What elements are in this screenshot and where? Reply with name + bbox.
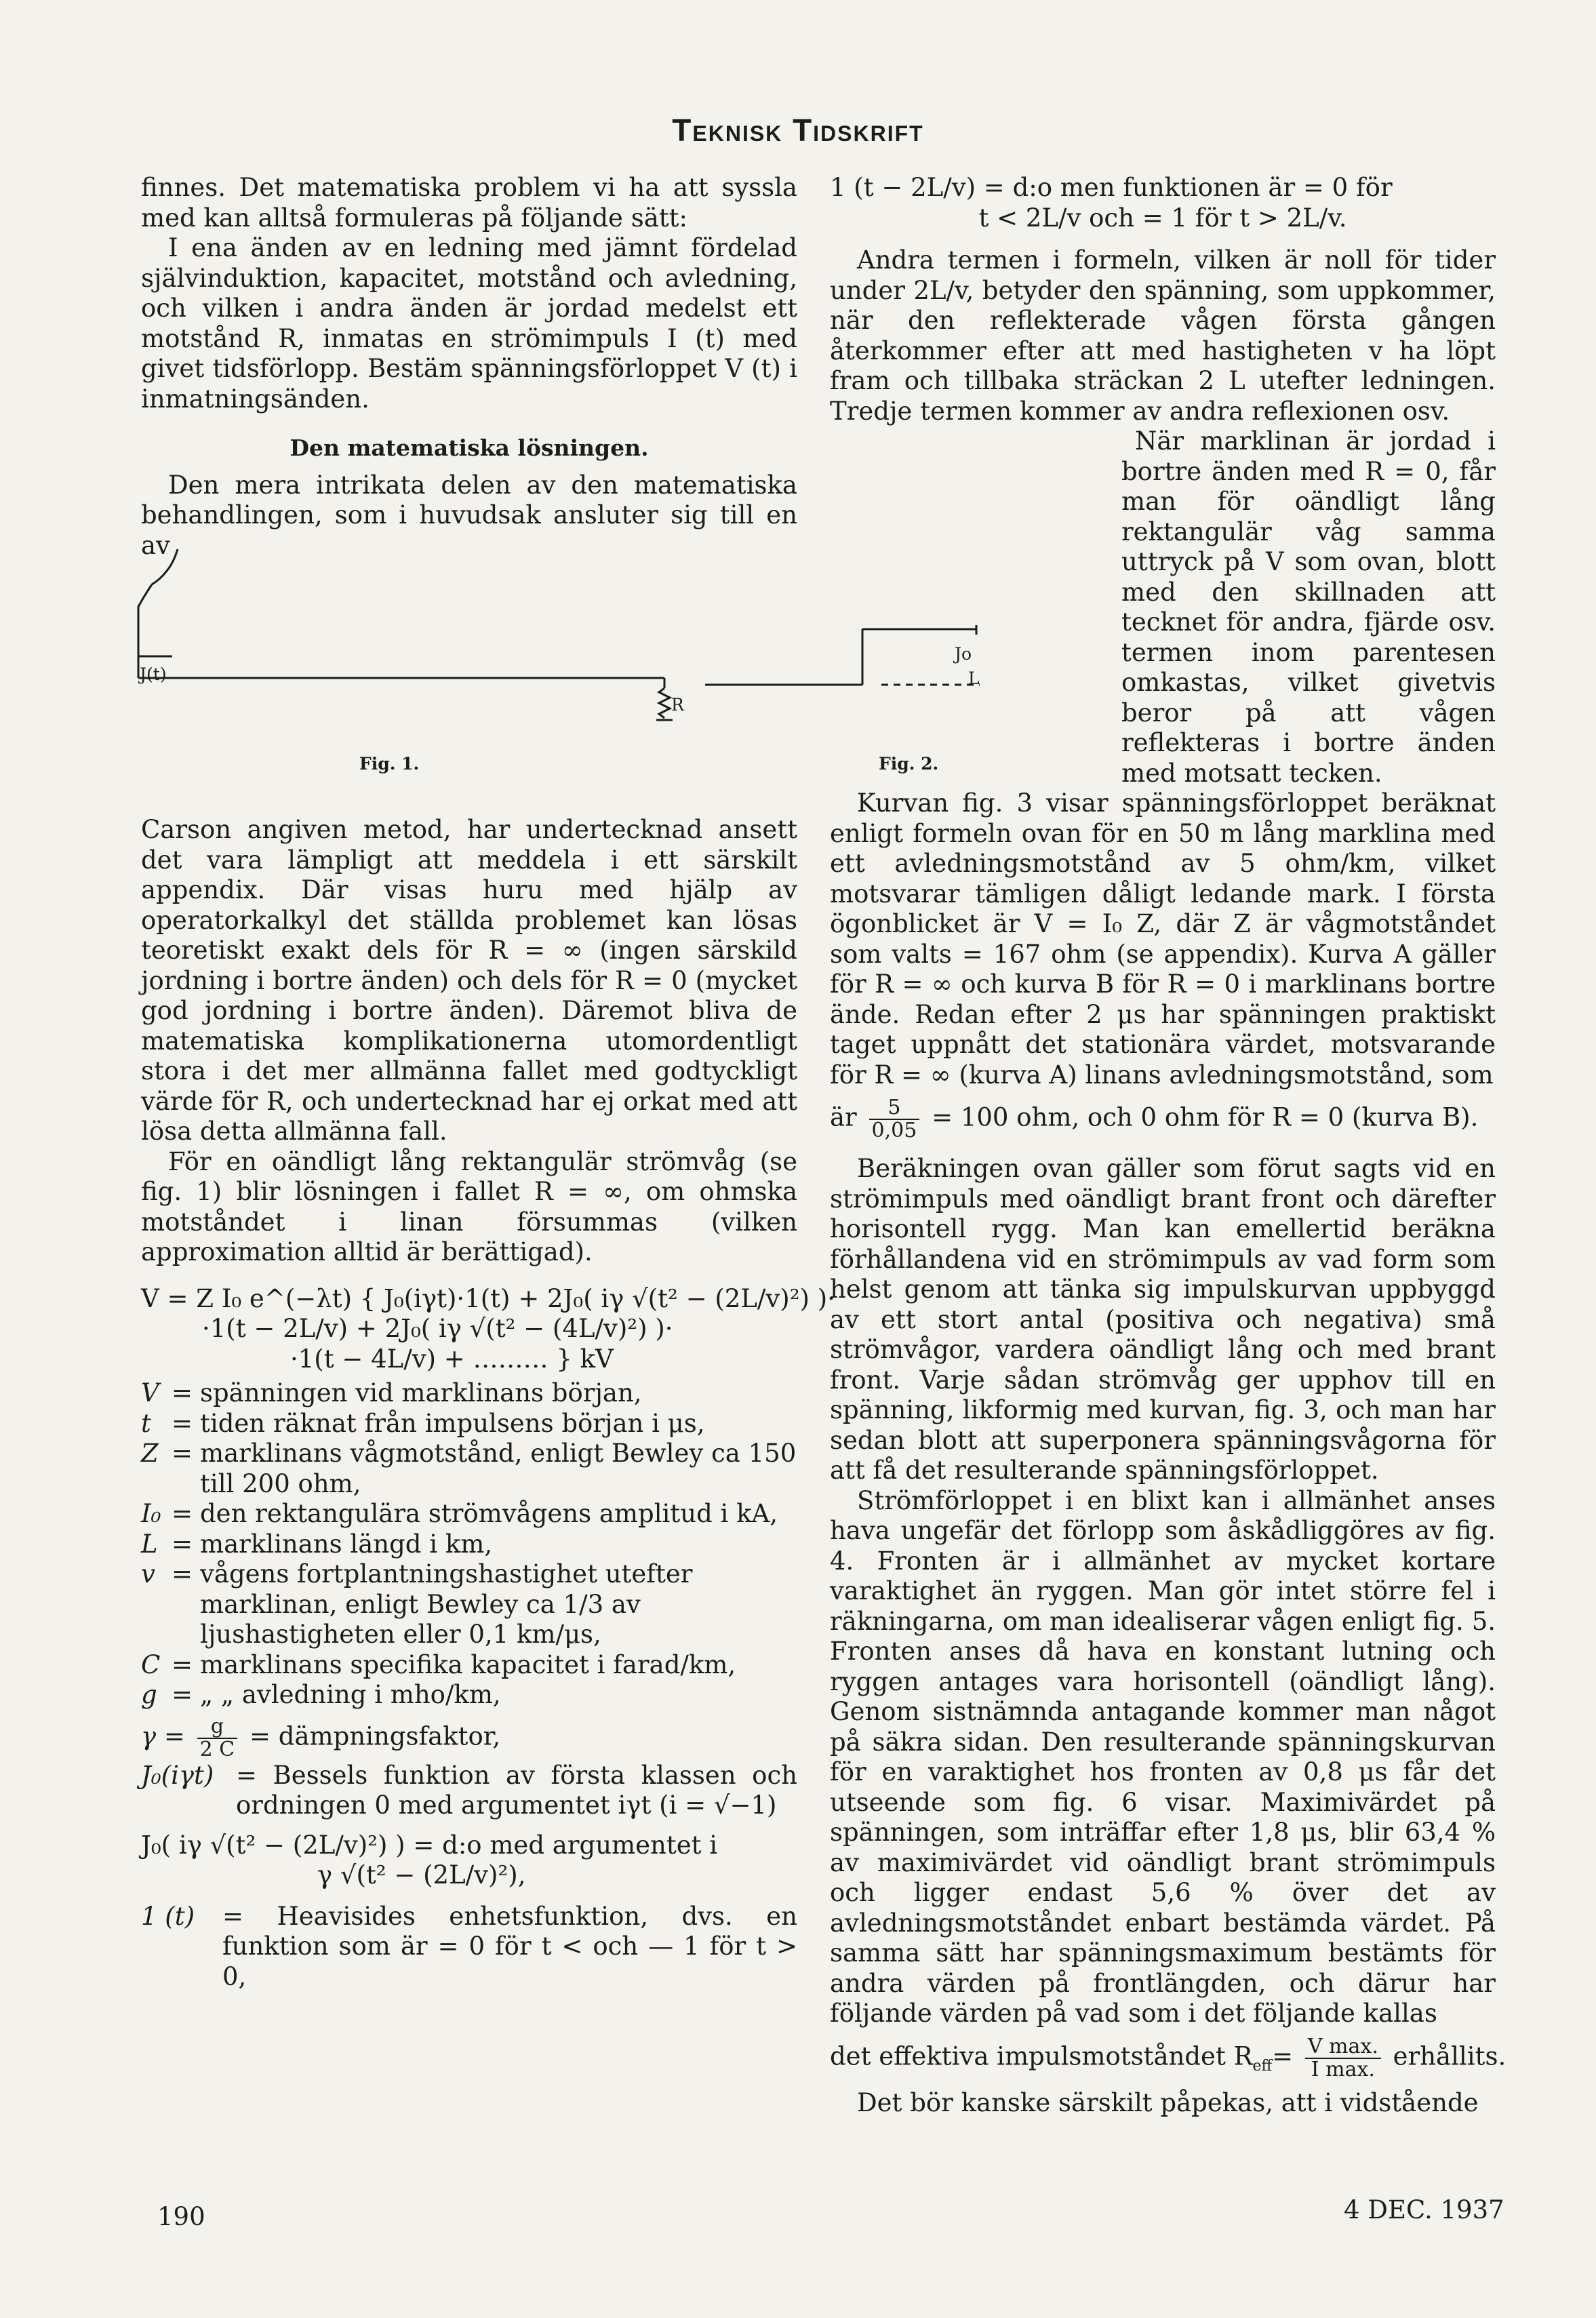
fig1-resistance-label: R [671, 695, 684, 715]
left-paragraph-1: finnes. Det matematiska problem vi ha att syssla med kan alltså formuleras på följande sätt: [141, 173, 797, 233]
equation-3: ·1(t − 4L/v) + ……… } kV [290, 1344, 614, 1374]
left-paragraph-2: I ena änden av en ledning med jämnt fördelad självinduktion, kapacitet, motstånd och avledning, och vilken i andra änden är jordad medelst ett motstånd R, inmatas en strömimpuls I (t) med givet tidsförlopp. Bestäm spänningsförloppet V (t) i inmatningsänden. [141, 233, 797, 414]
definition-row: t = tiden räknat från impulsens början i μs, [141, 1408, 705, 1438]
fig2-pulse [705, 625, 980, 685]
figures-area [129, 542, 1105, 780]
equation-2: ·1(t − 2L/v) + 2J₀( iγ √(t² − (4L/v)²) )· [202, 1314, 673, 1343]
equation-6: 1 (t − 2L/v) = d:o men funktionen är = 0 för [830, 173, 1393, 202]
right-paragraph-2: När marklinan är jordad i bortre änden med R = 0, får man för oändligt lång rektangulär våg samma uttryck på V som ovan, blott med den skillnaden att tecknet för andra, fjärde osv. termen inom parentesen omkastas, vilket givetvis beror på att vågen reflekteras i bortre änden med motsatt tecken. [1121, 426, 1496, 788]
symbol-definitions [141, 1378, 797, 1711]
equation-1: V = Z I₀ e^(−λt) { J₀(iγt)·1(t) + 2J₀( iγ √(t² − (2L/v)²) )· [141, 1283, 835, 1313]
definition-row: C = marklinans specifika kapacitet i farad/km, [141, 1650, 736, 1679]
bessel-definition: J₀(iγt) = Bessels funktion av första klassen och ordningen 0 med argumentet iγt (i = √−1) [141, 1760, 797, 1820]
definition-row: L = marklinans längd i km, [141, 1529, 493, 1559]
equation-5: γ √(t² − (2L/v)²), [317, 1860, 526, 1890]
definition-row: Z = marklinans vågmotstånd, enligt Bewley ca 150 till 200 ohm, [141, 1439, 797, 1498]
journal-header: Teknisk Tidskrift [672, 113, 924, 148]
fig1-circuit [138, 549, 673, 720]
heaviside-definition: 1 (t) = Heavisides enhetsfunktion, dvs. en funktion som är = 0 för t < och — 1 för t > 0, [141, 1901, 797, 1991]
left-paragraph-3: Den mera intrikata delen av den matematiska behandlingen, som i huvudsak ansluter sig till en av [141, 470, 797, 560]
impulse-resistance-fraction: $\frac{\text{V max.}}{\text{I max.}}$ [1305, 2036, 1381, 2081]
issue-date: 4 DEC. 1937 [1344, 2195, 1504, 2224]
fig1-caption: Fig. 1. [359, 754, 420, 774]
right-paragraph-1: Andra termen i formeln, vilken är noll för tider under 2L/v, betyder den spänning, som uppkommer, när den reflekterade vågen första gången återkommer efter att med hastigheten v ha löpt fram och tillbaka sträckan 2 L utefter ledningen. Tredje termen kommer av andra reflexionen osv. [830, 245, 1496, 426]
left-paragraph-4: Carson angiven metod, har undertecknad ansett det vara lämpligt att meddela i ett särskilt appendix. Där visas huru med hjälp av operatorkalkyl det ställda problemet kan lösas teoretiskt exakt dels för R = ∞ (ingen särskild jordning i bortre änden) och dels för R = 0 (mycket god jordning i bortre änden). Däremot bliva de matematiska komplikationerna utomordentligt stora i det mer allmänna fallet med godtyckligt värde för R, och undertecknad har ej orkat med att lösa detta allmänna fall. [141, 815, 797, 1146]
fig1-current-arrow [138, 549, 178, 678]
page-number: 190 [157, 2202, 205, 2231]
right-paragraph-4: Beräkningen ovan gäller som förut sagts vid en strömimpuls med oändligt brant front och därefter horisontell rygg. Man kan emellertid beräkna förhållandena vid en strömimpuls av vad form som helst genom att tänka sig impulskurvan uppbyggd av ett stort antal (positiva och negativa) små strömvågor, vardera oändligt lång och med brant front. Varje sådan strömvåg ger upphov till en spänning, likformig med kurvan, fig. 3, och man har sedan blott att superponera spänningsvågorna för att få det resulterande spänningsförloppet. [830, 1154, 1496, 1485]
gamma-definition: γ = $\frac{g}{2 C}$ = dämpningsfaktor, [141, 1714, 501, 1761]
gamma-fraction: $\frac{g}{2 C}$ [197, 1716, 238, 1761]
fig1-resistor [659, 688, 670, 718]
section-heading: Den matematiska lösningen. [290, 435, 649, 461]
right-paragraph-6: Det bör kanske särskilt påpekas, att i vidstående [857, 2087, 1479, 2117]
right-paragraph-5: Strömförloppet i en blixt kan i allmänhet anses hava ungefär det förlopp som åskådliggöres av fig. 4. Fronten är i allmänhet av mycket kortare varaktighet än ryggen. Man gör intet större fel i räkningarna, om man idealiserar vågen enligt fig. 5. Fronten anses då hava en konstant lutning och ryggen antages vara horisontell (oändligt lång). Genom sistnämnda antagande kommer man något på säkra sidan. Den resulterande spänningskurvan för en varaktighet hos fronten av 0,8 μs får det utseende som fig. 6 visar. Maximivärdet på spänningen, som inträffar efter 1,8 μs, blir 63,4 % av maximivärdet vid oändligt brant strömimpuls och ligger endast 5,6 % över det av avledningsmotståndet enbart bestämda värdet. På samma sätt har spänningsmaximum bestämts för andra värden på frontlängden, och därur har följande värden på vad som i det följande kallas [830, 1485, 1496, 2028]
right-column [830, 173, 1507, 2118]
right-paragraph-3: Kurvan fig. 3 visar spänningsförloppet beräknat enligt formeln ovan för en 50 m lång marklina med ett avledningsmotstånd av 5 ohm/km, vilket motsvarar tämligen dåligt ledande mark. I första ögonblicket är V = I₀ Z, där Z är vågmotståndet som valts = 167 ohm (se appendix). Kurva A gäller för R = ∞ och kurva B för R = 0 i marklinans bortre ände. Redan efter 2 μs har spänningen praktiskt taget uppnått det stationära värdet, motsvarande för R = ∞ (kurva A) linans avledningsmotstånd, som [830, 788, 1496, 1090]
fig2-amplitude-label: Jo [955, 644, 972, 664]
fig2-length-label: L [968, 668, 980, 688]
fig1-current-label: J(t) [140, 664, 167, 684]
definition-row: g = „ „ avledning i mho/km, [141, 1680, 501, 1709]
equation-7: t < 2L/v och = 1 för t > 2L/v. [978, 203, 1347, 233]
equation-8: är $\frac{5}{0,05}$ = 100 ohm, och 0 ohm för R = 0 (kurva B). [830, 1096, 1479, 1142]
ratio-fraction: $\frac{5}{0,05}$ [869, 1097, 920, 1142]
equation-9: det effektiva impulsmotståndet $R_{eff}=$ $\frac{\text{V max.}}{\text{I max.}}$ erhållits. [830, 2034, 1507, 2081]
definition-row: I₀ = den rektangulära strömvågens amplitud i kA, [141, 1499, 778, 1528]
equation-4: J₀( iγ √(t² − (2L/v)²) ) = d:o med argumentet i [141, 1830, 718, 1860]
left-column [141, 173, 835, 1992]
fig2-caption: Fig. 2. [879, 754, 939, 774]
left-paragraph-5: För en oändligt lång rektangulär strömvåg (se fig. 1) blir lösningen i fallet R = ∞, om ohmska motståndet i linan försummas (vilken approximation alltid är berättigad). [141, 1146, 797, 1266]
definition-row: v = vågens fortplantningshastighet utefter marklinan, enligt Bewley ca 1/3 av ljushastigheten eller 0,1 km/μs, [141, 1559, 693, 1649]
definition-row: V = spänningen vid marklinans början, [141, 1378, 642, 1407]
